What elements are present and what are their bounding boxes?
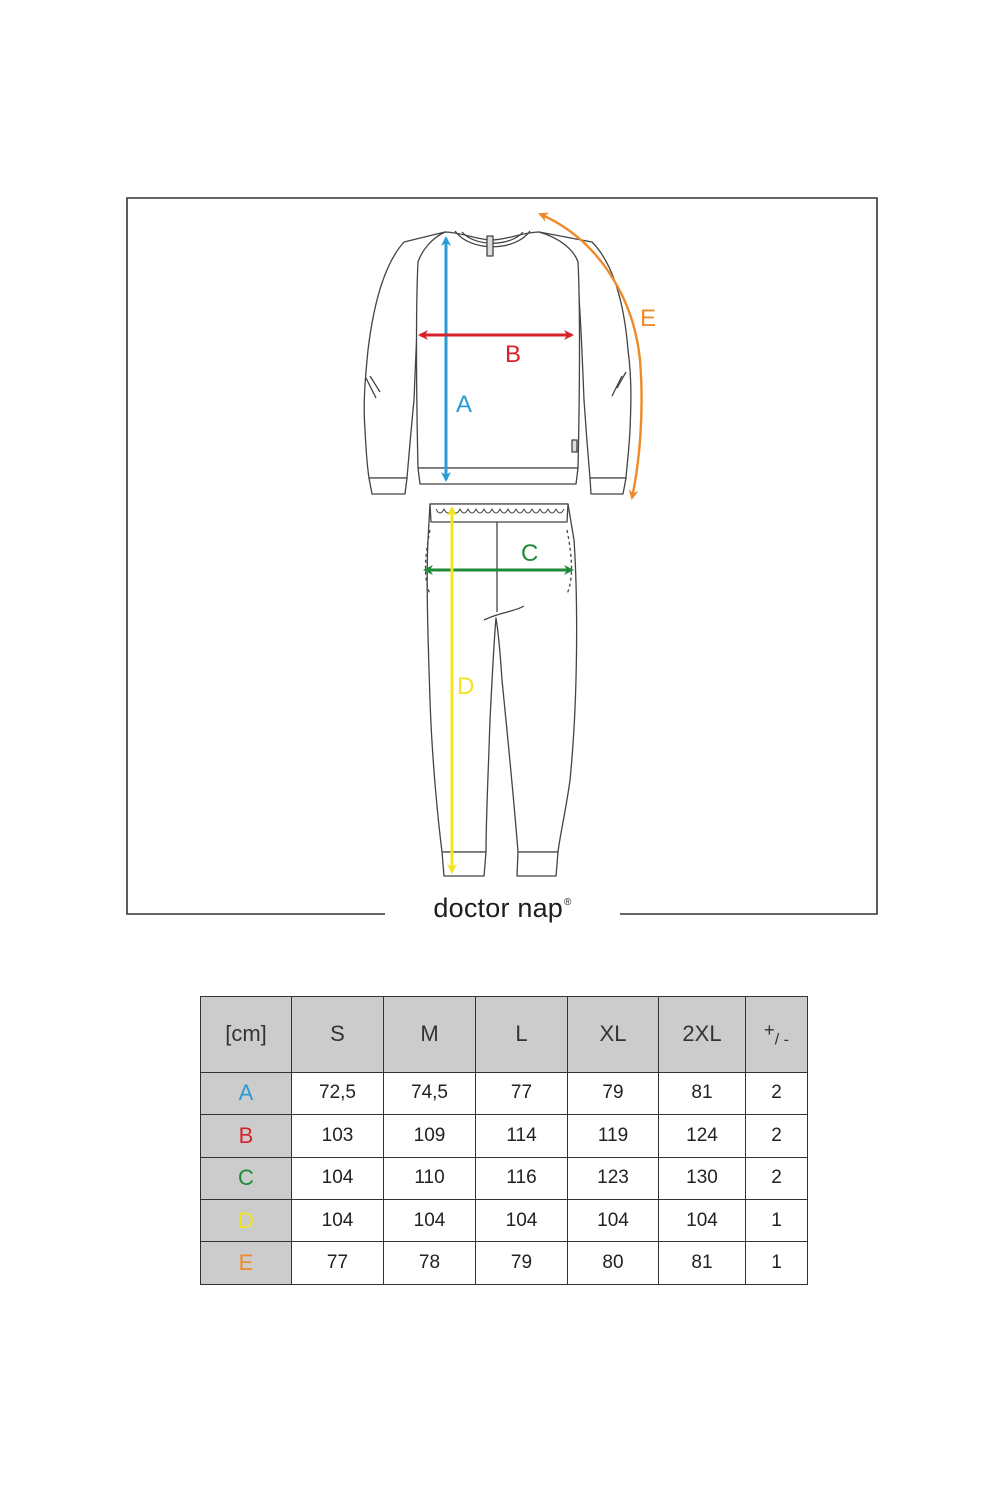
size-chart-table: [200, 996, 808, 1285]
measurement-value: 80: [568, 1242, 659, 1285]
measurement-value: 104: [292, 1157, 384, 1199]
measurement-value: 104: [568, 1199, 659, 1241]
measure-c-label: C: [521, 540, 539, 567]
measurement-value: 78: [384, 1242, 476, 1285]
measurement-value: 104: [292, 1199, 384, 1241]
size-header: L: [476, 997, 568, 1073]
measurement-value: 104: [659, 1199, 746, 1241]
measurement-value: 72,5: [292, 1072, 384, 1114]
measurement-value: 130: [659, 1157, 746, 1199]
table-row: [201, 1115, 808, 1157]
measure-d-label: D: [457, 673, 475, 700]
measurement-value: 109: [384, 1115, 476, 1157]
table-row: [201, 1199, 808, 1241]
brand-logo: [385, 893, 620, 933]
brand-name: doctor nap: [433, 893, 563, 923]
measurement-value: 77: [292, 1242, 384, 1285]
table-row: [201, 1072, 808, 1114]
measurement-value: 81: [659, 1072, 746, 1114]
unit-header: [cm]: [201, 997, 292, 1073]
registered-mark: ®: [564, 897, 572, 908]
measurement-value: 81: [659, 1242, 746, 1285]
measurement-label: E: [201, 1242, 292, 1285]
measurement-value: 74,5: [384, 1072, 476, 1114]
measurement-value: 79: [568, 1072, 659, 1114]
table-header-row: [201, 997, 808, 1073]
measurement-value: 114: [476, 1115, 568, 1157]
tolerance-value: 1: [746, 1242, 808, 1285]
measure-e-label: E: [640, 305, 657, 332]
measurement-value: 77: [476, 1072, 568, 1114]
measurement-label: D: [201, 1199, 292, 1241]
measurement-value: 79: [476, 1242, 568, 1285]
size-header: 2XL: [659, 997, 746, 1073]
measurement-value: 119: [568, 1115, 659, 1157]
measurement-value: 124: [659, 1115, 746, 1157]
size-header: S: [292, 997, 384, 1073]
measure-a-label: A: [456, 391, 473, 418]
tolerance-value: 2: [746, 1072, 808, 1114]
measurement-label: A: [201, 1072, 292, 1114]
tolerance-header: [746, 997, 808, 1073]
measurement-label: B: [201, 1115, 292, 1157]
measurement-value: 103: [292, 1115, 384, 1157]
size-header: XL: [568, 997, 659, 1073]
measurement-label: C: [201, 1157, 292, 1199]
plus-sign: +: [764, 1018, 775, 1040]
tolerance-value: 1: [746, 1199, 808, 1241]
measurement-value: 110: [384, 1157, 476, 1199]
size-header: M: [384, 997, 476, 1073]
measurement-value: 104: [384, 1199, 476, 1241]
measure-b-label: B: [505, 341, 522, 368]
minus-sign: / -: [774, 1030, 789, 1048]
trousers-outline: [426, 504, 577, 876]
measurement-value: 123: [568, 1157, 659, 1199]
table-row: [201, 1242, 808, 1285]
sweatshirt-outline: [364, 231, 631, 494]
tolerance-value: 2: [746, 1157, 808, 1199]
tolerance-value: 2: [746, 1115, 808, 1157]
measurement-value: 104: [476, 1199, 568, 1241]
table-row: [201, 1157, 808, 1199]
measurement-value: 116: [476, 1157, 568, 1199]
